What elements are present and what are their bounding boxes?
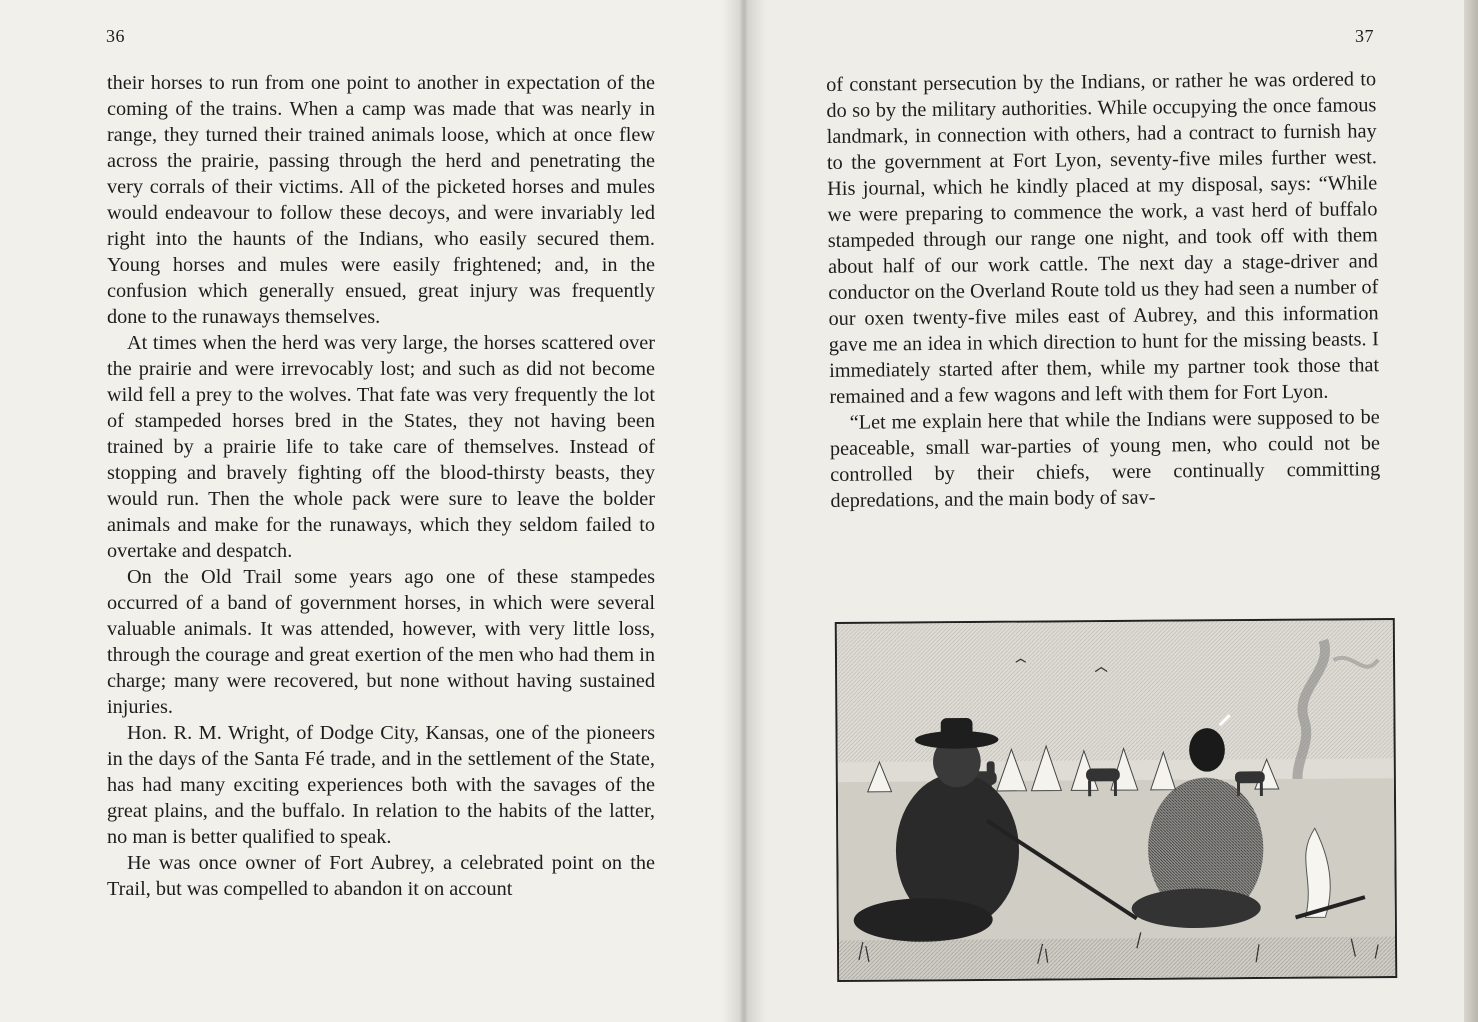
- paragraph: Hon. R. M. Wright, of Dodge City, Kansas, one of the pioneers in the days of the Santa Fé trade, and in the settlement of the State, has had many exciting experiences both with the savages of the great plains, and the buffalo. In relation to the habits of the latter, no man is better qualified to speak.: [107, 722, 655, 848]
- left-page-text: [107, 70, 655, 902]
- paragraph: of constant persecution by the Indians, or rather he was ordered to do so by the military authorities. While occupying the once famous landmark, in connection with others, had a contract to furnish hay to the government at Fort Lyon, seventy-five miles further west. His journal, which he kindly placed at my disposal, says: “While we were preparing to commence the work, a vast herd of buffalo stampeded through our range one night, and took off with them about half of our work cattle. The next day a stage-driver and conductor on the Overland Route told us they had seen a number of our oxen twenty-five miles east of Aubrey, and this information gave me an idea in which direction to hunt for the missing beasts. I immediately started after them, while my partner took those that remained and a few wagons and left with them for Fort Lyon.: [826, 68, 1380, 408]
- book-edge: [1464, 0, 1478, 1022]
- page-number-right: 37: [1355, 26, 1374, 46]
- engraving-image: [837, 620, 1395, 980]
- paragraph: “Let me explain here that while the Indians were supposed to be peaceable, small war-parties of young men, who could not be controlled by their chiefs, were continually committing depredations, and the main body of sav-: [829, 406, 1381, 512]
- paragraph: At times when the herd was very large, the horses scattered over the prairie and were irrevocably lost; and such as did not become wild fell a prey to the wolves. That fate was very frequently the lot of stampeded horses bred in the States, they not having been trained by a prairie life to take care of themselves. Instead of stopping and bravely fighting off the blood-thirsty beasts, they would run. Then the whole pack were sure to leave the bolder animals and make for the runaways, which they seldom failed to overtake and despatch.: [107, 332, 655, 562]
- paragraph: He was once owner of Fort Aubrey, a celebrated point on the Trail, but was compelled to abandon it on account: [107, 852, 655, 900]
- right-page-text: [826, 66, 1381, 514]
- paragraph: their horses to run from one point to another in expectation of the coming of the trains. When a camp was made that was nearly in range, they turned their trained animals loose, which at once flew across the prairie, passing through the herd and penetrating the very corrals of their victims. All of the picketed horses and mules would endeavour to follow these decoys, and were invariably led right into the haunts of the Indians, who easily secured them. Young horses and mules were easily frightened; and, in the confusion which generally ensued, great injury was frequently done to the runaways themselves.: [107, 72, 655, 328]
- paragraph: On the Old Trail some years ago one of these stampedes occurred of a band of government horses, in which were several valuable animals. It was attended, however, with very little loss, through the courage and great exertion of the men who had them in charge; many were recovered, but none without having sustained injuries.: [107, 566, 655, 718]
- right-page: [740, 0, 1478, 1022]
- campfire-illustration: [835, 618, 1397, 982]
- book-gutter: [722, 0, 766, 1022]
- page-number-left: 36: [106, 26, 125, 46]
